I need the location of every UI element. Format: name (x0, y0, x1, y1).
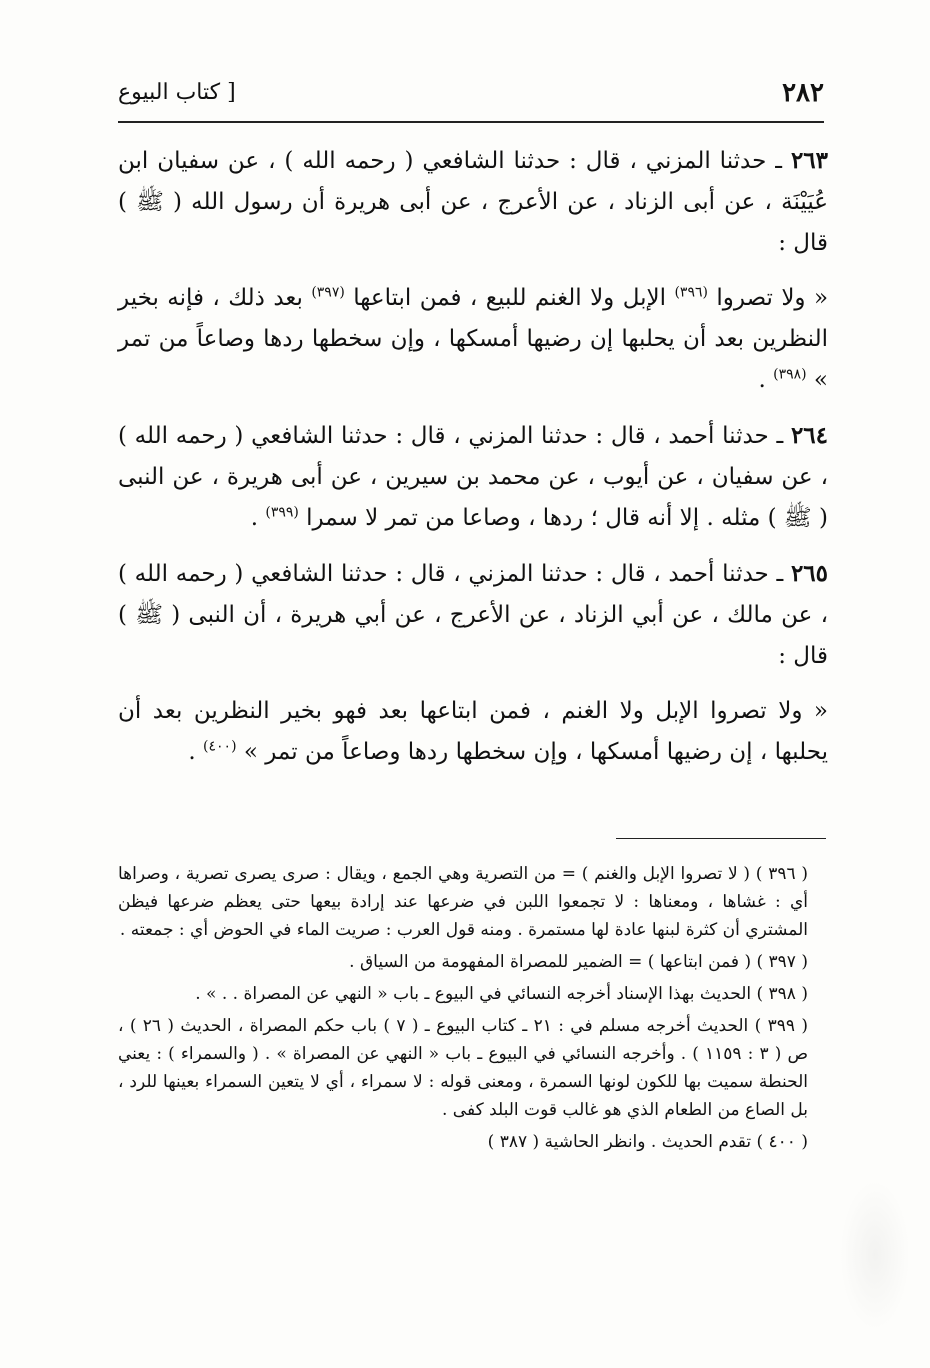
hadith-264 (118, 415, 828, 539)
hadith-text: ـ حدثنا أحمد ، قال : حدثنا المزني ، قال : حدثنا الشافعي ( رحمه الله ) ، عن سفيان ، عن أيوب ، عن محمد بن سيرين ، عن أبى هريرة ، عن النبى ( ﷺ ) مثله . إلا أنه قال ؛ ردها ، وصاعا من تمر لا سمرا (118, 423, 828, 531)
footnote-398: ( ٣٩٨ ) الحديث بهذا الإسناد أخرجه النسائي في البيوع ـ باب « النهي عن المصراة . . » . (195, 984, 808, 1004)
footnote-marker[interactable]: (٣٩٨) (773, 366, 807, 383)
quote-text: « ولا تصروا (716, 285, 829, 311)
header-divider (118, 121, 824, 123)
quote-text: بعد ذلك ، فإنه بخير النظرين بعد أن يحلبها إن رضيها أمسكها ، وإن سخطها ردها وصاعاً من تمر » (118, 285, 828, 393)
hadith-number: ٢٦٣ (790, 147, 828, 174)
hadith-number: ٢٦٥ (790, 560, 828, 587)
footnotes (118, 860, 830, 1160)
quote-text: الإبل ولا الغنم للبيع ، فمن ابتاعها (353, 285, 667, 311)
footnote-400: ( ٤٠٠ ) تقدم الحديث . وانظر الحاشية ( ٣٨٧ ) (487, 1132, 808, 1152)
footnote-divider (616, 838, 826, 839)
running-title: [ كتاب البيوع (118, 80, 236, 105)
quote-text: « ولا تصروا الإبل ولا الغنم ، فمن ابتاعها بعد فهو بخير النظرين بعد أن يحلبها ، إن رضيها أمسكها ، وإن سخطها ردها وصاعاً من تمر » (118, 698, 828, 765)
hadith-end: . (250, 505, 259, 531)
footnote-marker[interactable]: (٣٩٦) (674, 284, 708, 301)
hadith-isnad: ـ حدثنا أحمد ، قال : حدثنا المزني ، قال : حدثنا الشافعي ( رحمه الله ) ، عن مالك ، عن أبي الزناد ، عن الأعرج ، عن أبي هريرة ، أن النبى ( ﷺ ) قال : (118, 561, 828, 669)
quote-end: . (758, 367, 766, 393)
hadith-isnad: ـ حدثنا المزني ، قال : حدثنا الشافعي ( رحمه الله ) ، عن سفيان ابن عُيَيْنَة ، عن أبى الزناد ، عن الأعرج ، عن أبى هريرة أن رسول الله ( ﷺ ) قال : (118, 148, 828, 256)
footnote-marker[interactable]: (٣٩٧) (311, 284, 345, 301)
hadith-265 (118, 553, 828, 677)
page-header (118, 78, 824, 118)
hadith-number: ٢٦٤ (790, 422, 828, 449)
quote-end: . (188, 739, 196, 765)
main-text (118, 140, 828, 787)
footnote-397: ( ٣٩٧ ) ( فمن ابتاعها ) = الضمير للمصراة المفهومة من السياق . (349, 952, 808, 972)
footnote-marker[interactable]: (٤٠٠) (203, 738, 237, 755)
hadith-263 (118, 140, 828, 264)
footnote-399: ( ٣٩٩ ) الحديث أخرجه مسلم في : ٢١ ـ كتاب البيوع ـ ( ٧ ) باب حكم المصراة ، الحديث ( ٢٦ ) ، ص ( ٣ : ١١٥٩ ) . وأخرجه النسائي في البيوع ـ باب « النهي عن المصراة » . ( والسمراء ) : يعني الحنطة سميت بها للكون لونها السمرة ، ومعنى قوله : لا سمراء ، أي لا يتعين السمراء بعينها للرد ، بل الصاع من الطعام الذي هو غالب قوت البلد كفى . (118, 1016, 808, 1120)
hadith-265-quote (118, 691, 828, 773)
page-number: ٢٨٢ (782, 78, 824, 108)
footnote-396: ( ٣٩٦ ) ( لا تصروا الإبل والغنم ) = من التصرية وهي الجمع ، ويقال : صرى يصرى تصرية ، وصراها أي : غشاها ، ومعناها : لا تجمعوا اللبن في ضرعها عند إرادة بيعها حتى يعظم ضرعها فيظن المشتري أن كثرة لبنها عادة لها مستمرة . ومنه قول العرب : صريت الماء في الحوض أي : جمعته . (118, 864, 808, 940)
scan-noise (840, 1180, 910, 1330)
hadith-263-quote (118, 278, 828, 401)
footnote-marker[interactable]: (٣٩٩) (265, 504, 299, 521)
